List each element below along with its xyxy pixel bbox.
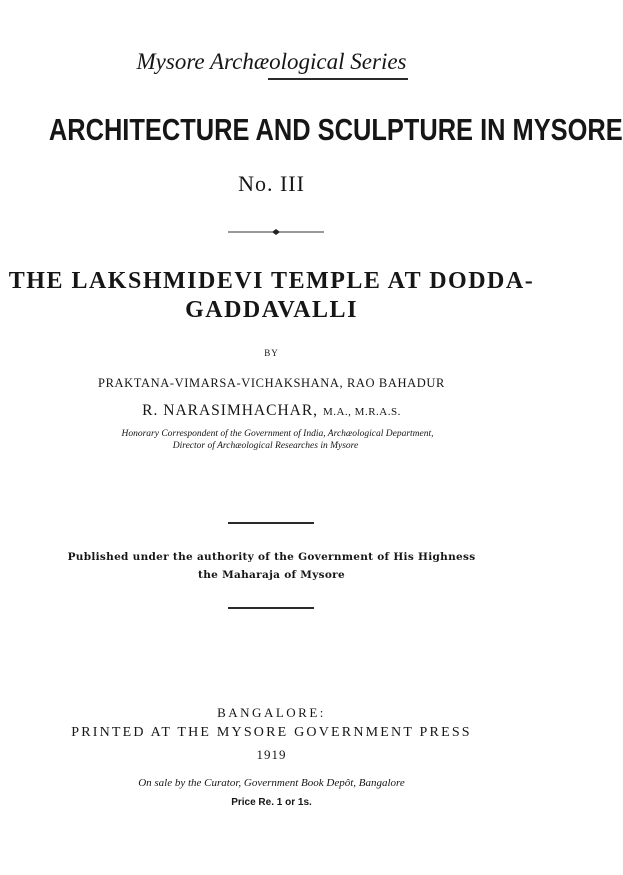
imprint-price: Price Re. 1 or 1s. — [231, 797, 312, 808]
divider-rule-upper — [228, 522, 314, 524]
temple-title-line-2: GADDAVALLI — [185, 297, 358, 323]
author-degrees: M.A., M.R.A.S. — [322, 406, 401, 418]
imprint-year: 1919 — [256, 747, 287, 762]
series-title: Mysore Archæological Series — [136, 49, 407, 74]
author-name-line — [0, 401, 543, 422]
author-post-line-1: Honorary Correspondent of the Government of India, Archæological Department, — [121, 429, 434, 439]
divider-rule-lower — [228, 607, 314, 609]
author-name: R. NARASIMHACHAR, — [142, 402, 319, 419]
series-underline — [268, 78, 408, 80]
imprint-city: BANGALORE: — [217, 705, 326, 720]
publication-authority-line-2: the Maharaja of Mysore — [198, 569, 345, 581]
author-honorific: PRAKTANA-VIMARSA-VICHAKSHANA, RAO BAHADUR — [98, 376, 445, 390]
by-label: BY — [264, 348, 279, 358]
volume-number: No. III — [238, 171, 305, 196]
imprint-press: PRINTED AT THE MYSORE GOVERNMENT PRESS — [71, 725, 472, 740]
author-post-line-2: Director of Archæological Researches in Mysore — [172, 441, 359, 451]
temple-title-line-1: THE LAKSHMIDEVI TEMPLE AT DODDA- — [8, 268, 535, 294]
publication-authority-line-1: Published under the authority of the Government of His Highness — [67, 551, 476, 563]
main-title: ARCHITECTURE AND SCULPTURE IN MYSORE — [48, 112, 623, 147]
ornament-rule — [228, 228, 324, 236]
imprint-sale-note: On sale by the Curator, Government Book Depôt, Bangalore — [138, 777, 405, 789]
